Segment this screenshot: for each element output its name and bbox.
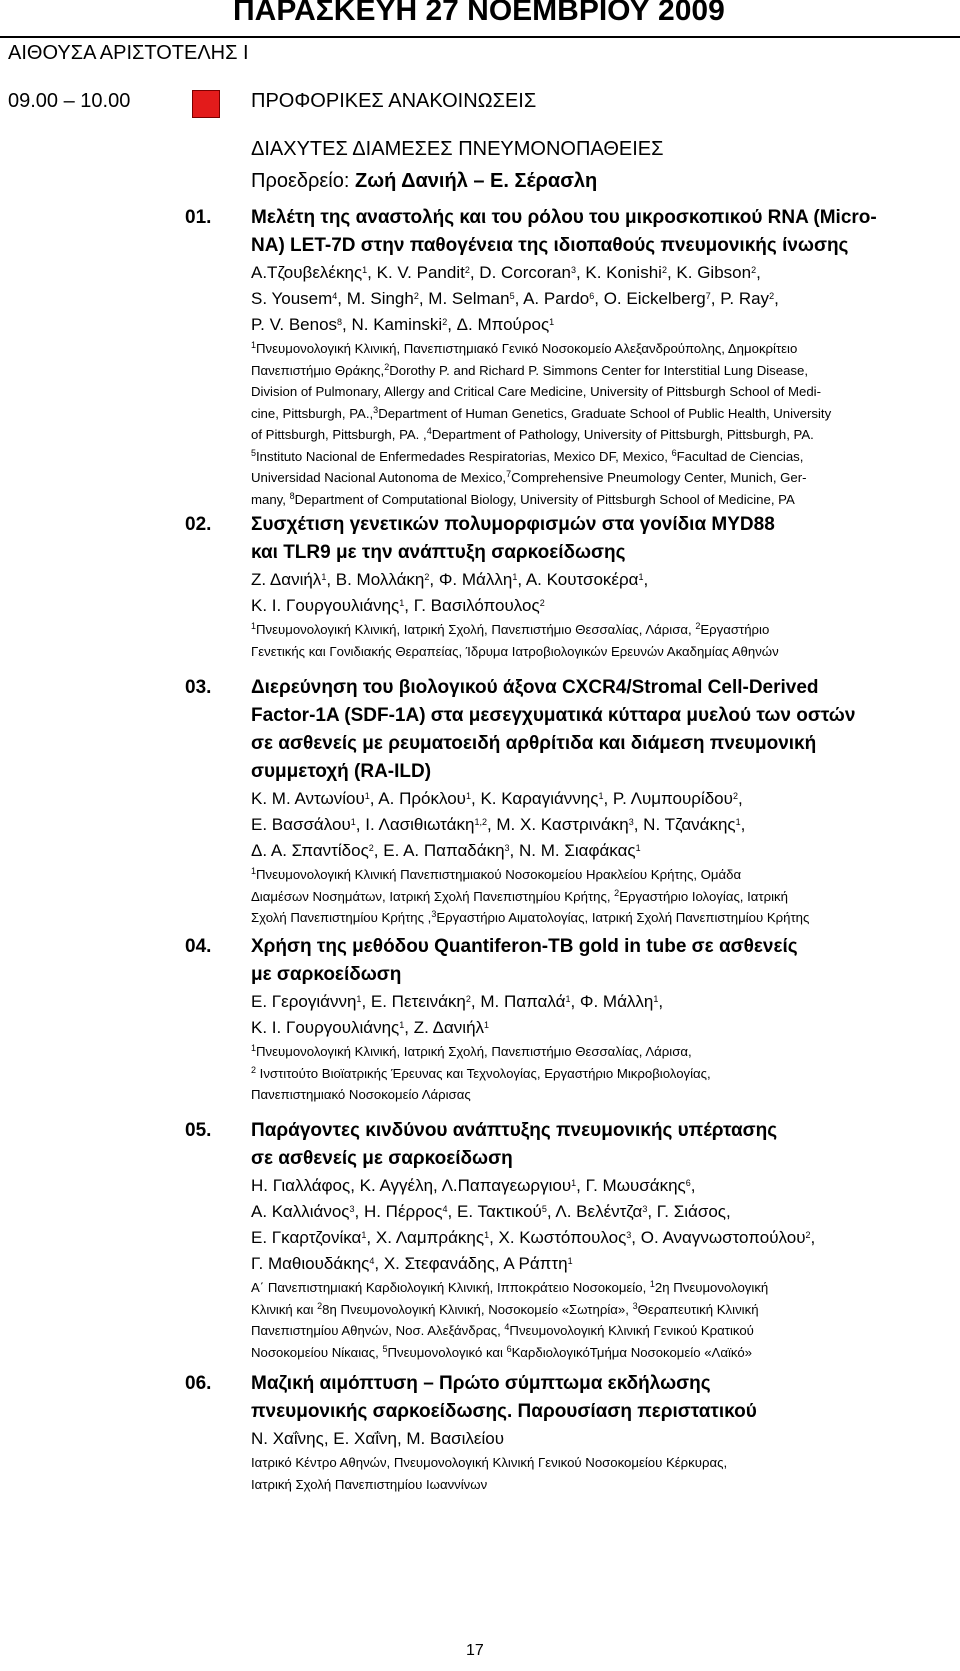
- hall-name: ΑΙΘΟΥΣΑ ΑΡΙΣΤΟΤΕΛΗΣ Ι: [8, 42, 249, 64]
- abstract-number: 02.: [185, 514, 212, 535]
- abstract-number: 03.: [185, 677, 212, 698]
- abstract-authors: Ε. Γερογιάννη$^1$, Ε. Πετεινάκη$^2$, Μ. Παπαλά$^1$, Φ. Μάλλη$^1$, Κ. Ι. Γουργουλιάνης$^1$, Ζ. Δανιήλ$^1$: [251, 992, 664, 1037]
- abstract-title: Διερεύνηση του βιολογικού άξονα CXCR4/Stromal Cell-Derived Factor-1A (SDF-1A) στα μεσεγχυματικά κύτταρα μυελού των οστών σε ασθενείς με ρευματοειδή αρθρίτιδα και διάμεση πνευμονική συμμετοχή (RA-ILD): [251, 677, 856, 782]
- chairs-names: Ζωή Δανιήλ – Ε. Σέρασλη: [354, 170, 598, 192]
- abstract-title: Παράγοντες κινδύνου ανάπτυξης πνευμονικής υπέρτασης σε ασθενείς με σαρκοείδωση: [251, 1120, 778, 1169]
- abstract-number: 06.: [185, 1373, 212, 1394]
- session-title: ΔΙΑΧΥΤΕΣ ΔΙΑΜΕΣΕΣ ΠΝΕΥΜΟΝΟΠΑΘΕΙΕΣ: [251, 138, 664, 160]
- chairs-label: Προεδρείο:: [251, 170, 350, 192]
- session-chairs: [251, 170, 597, 193]
- abstract-affiliations: $^1$Πνευμονολογική Κλινική, Ιατρική Σχολή, Πανεπιστήμιο Θεσσαλίας, Λάρισα, $^2$Εργαστήριο Γενετικής και Γονιδιακής Θεραπείας, Ίδρυμα Ιατροβιολογικών Ερευνών Ακαδημίας Αθηνών: [251, 621, 779, 659]
- abstract-item: [251, 1370, 951, 1495]
- session-color-marker: [192, 90, 220, 118]
- abstract-item: [251, 674, 951, 929]
- abstract-number: 05.: [185, 1120, 212, 1141]
- abstract-affiliations: $^1$Πνευμονολογική Κλινική, Ιατρική Σχολή, Πανεπιστήμιο Θεσσαλίας, Λάρισα, $^2$ Ινστιτούτο Βιοϊατρικής Έρευνας και Τεχνολογίας, Εργαστήριο Μικροβιολογίας, Πανεπιστημιακό Νοσοκομείο Λάρισας: [251, 1043, 711, 1102]
- abstract-authors: Ν. Χαΐνης, Ε. Χαΐνη, Μ. Βασιλείου: [251, 1429, 505, 1448]
- page-number: 17: [466, 1642, 484, 1659]
- abstract-number: 01.: [185, 207, 212, 228]
- abstract-item: [251, 1117, 951, 1363]
- abstract-authors: Η. Γιαλλάφος, Κ. Αγγέλη, Λ.Παπαγεωργιου$^1$, Γ. Μωυσάκης$^6$, Α. Καλλιάνος$^3$, Η. Πέρρος$^4$, Ε. Τακτικού$^5$, Λ. Βελέντζα$^3$, Γ. Σιάσος, Ε. Γκαρτζονίκα$^1$, Χ. Λαμπράκης$^1$, Χ. Κωστόπουλος$^3$, Ο. Αναγνωστοπούλου$^2$, Γ. Μαθιουδάκης$^4$, Χ. Στεφανάδης, Α Ράπτη$^1$: [251, 1176, 816, 1273]
- session-time: 09.00 – 10.00: [8, 90, 131, 112]
- abstract-authors: Α.Τζουβελέκης$^1$, K. V. Pandit$^2$, D. Corcoran$^3$, K. Konishi$^2$, K. Gibson$^2$, S. Yousem$^4$, M. Singh$^2$, M. Selman$^5$, A. Pardo$^6$, O. Eickelberg$^7$, P. Ray$^2$, P. V. Benos$^8$, N. Kaminski$^2$, Δ. Μπούρος$^1$: [251, 263, 779, 334]
- abstract-title: Μαζική αιμόπτυση – Πρώτο σύμπτωμα εκδήλωσης πνευμονικής σαρκοείδωσης. Παρουσίαση περιστατικού: [251, 1373, 757, 1422]
- abstract-title: Συσχέτιση γενετικών πολυμορφισμών στα γονίδια MYD88 και TLR9 με την ανάπτυξη σαρκοείδωσης: [251, 514, 775, 563]
- page-date-header: ΠΑΡΑΣΚΕΥΗ 27 ΝΟΕΜΒΡΙΟΥ 2009: [233, 0, 725, 27]
- abstract-number: 04.: [185, 936, 212, 957]
- abstract-authors: Ζ. Δανιήλ$^1$, Β. Μολλάκη$^2$, Φ. Μάλλη$^1$, Α. Κουτσοκέρα$^1$, Κ. Ι. Γουργουλιάνης$^1$, Γ. Βασιλόπουλος$^2$: [251, 570, 649, 615]
- abstract-affiliations: Α΄ Πανεπιστημιακή Καρδιολογική Κλινική, Ιπποκράτειο Νοσοκομείο, $^1$2η Πνευμονολογική Κλινική και $^2$8η Πνευμονολογική Κλινική, Νοσοκομείο «Σωτηρία», $^3$Θεραπευτική Κλινική Πανεπιστημίου Αθηνών, Νοσ. Αλεξάνδρας, $^4$Πνευμονολογική Κλινική Γενικού Κρατικού Νοσοκομείου Νίκαιας, $^5$Πνευμονολογικό και $^6$ΚαρδιολογικόΤμήμα Νοσοκομείο «Λαϊκό»: [251, 1279, 769, 1360]
- header-rule: [0, 36, 960, 38]
- abstract-item: [251, 204, 951, 510]
- abstract-affiliations: $^1$Πνευμονολογική Κλινική Πανεπιστημιακού Νοσοκομείου Ηρακλείου Κρήτης, Ομάδα Διαμέσων Νοσημάτων, Ιατρική Σχολή Πανεπιστημίου Κρήτης, $^2$Εργαστήριο Ιολογίας, Ιατρική Σχολή Πανεπιστημίου Κρήτης ,$^3$Εργαστήριο Αιματολογίας, Ιατρική Σχολή Πανεπιστημίου Κρήτης: [251, 866, 810, 925]
- abstract-authors: Κ. Μ. Αντωνίου$^1$, Α. Πρόκλου$^1$, Κ. Καραγιάννης$^1$, Ρ. Λυμπουρίδου$^2$, Ε. Βασσάλου$^1$, Ι. Λασιθιωτάκη$^{1,2}$, Μ. Χ. Καστρινάκη$^3$, Ν. Τζανάκης$^1$, Δ. Α. Σπαντίδος$^2$, Ε. Α. Παπαδάκη$^3$, Ν. Μ. Σιαφάκας$^1$: [251, 789, 746, 860]
- abstract-affiliations: $^1$Πνευμονολογική Κλινική, Πανεπιστημιακό Γενικό Νοσοκομείο Αλεξανδρούπολης, Δημοκρίτειο Πανεπιστήμιο Θράκης,$^2$Dorothy P. and Richard P. Simmons Center for Interstitial Lung Disease, Division of Pulmonary, Allergy and Critical Care Medicine, University of Pittsburgh School of Medi- cine, Pittsburgh, PA.,$^3$Department of Human Genetics, Graduate School of Public Health, University of Pittsburgh, Pittsburgh, PA. ,$^4$Department of Pathology, University of Pittsburgh, Pittsburgh, PA. $^5$Instituto Nacional de Enfermedades Respiratorias, Mexico DF, Mexico, $^6$Facultad de Ciencias, Universidad Nacional Autonoma de Mexico,$^7$Comprehensive Pneumology Center, Munich, Ger- many, $^8$Department of Computational Biology, University of Pittsburgh School of Medicine, PA: [251, 340, 832, 507]
- abstract-title: Μελέτη της αναστολής και του ρόλου του μικροσκοπικού RNA (Micro- NA) LET-7D στην παθογένεια της ιδιοπαθούς πνευμονικής ίνωσης: [251, 207, 877, 256]
- abstract-item: [251, 511, 951, 662]
- abstract-title: Χρήση της μεθόδου Quantiferon-TB gold in tube σε ασθενείς με σαρκοείδωση: [251, 936, 798, 985]
- abstract-affiliations: Ιατρικό Κέντρο Αθηνών, Πνευμονολογική Κλινική Γενικού Νοσοκομείου Κέρκυρας, Ιατρική Σχολή Πανεπιστημίου Ιωαννίνων: [251, 1455, 728, 1492]
- session-type: ΠΡΟΦΟΡΙΚΕΣ ΑΝΑΚΟΙΝΩΣΕΙΣ: [251, 90, 537, 112]
- abstract-item: [251, 933, 951, 1106]
